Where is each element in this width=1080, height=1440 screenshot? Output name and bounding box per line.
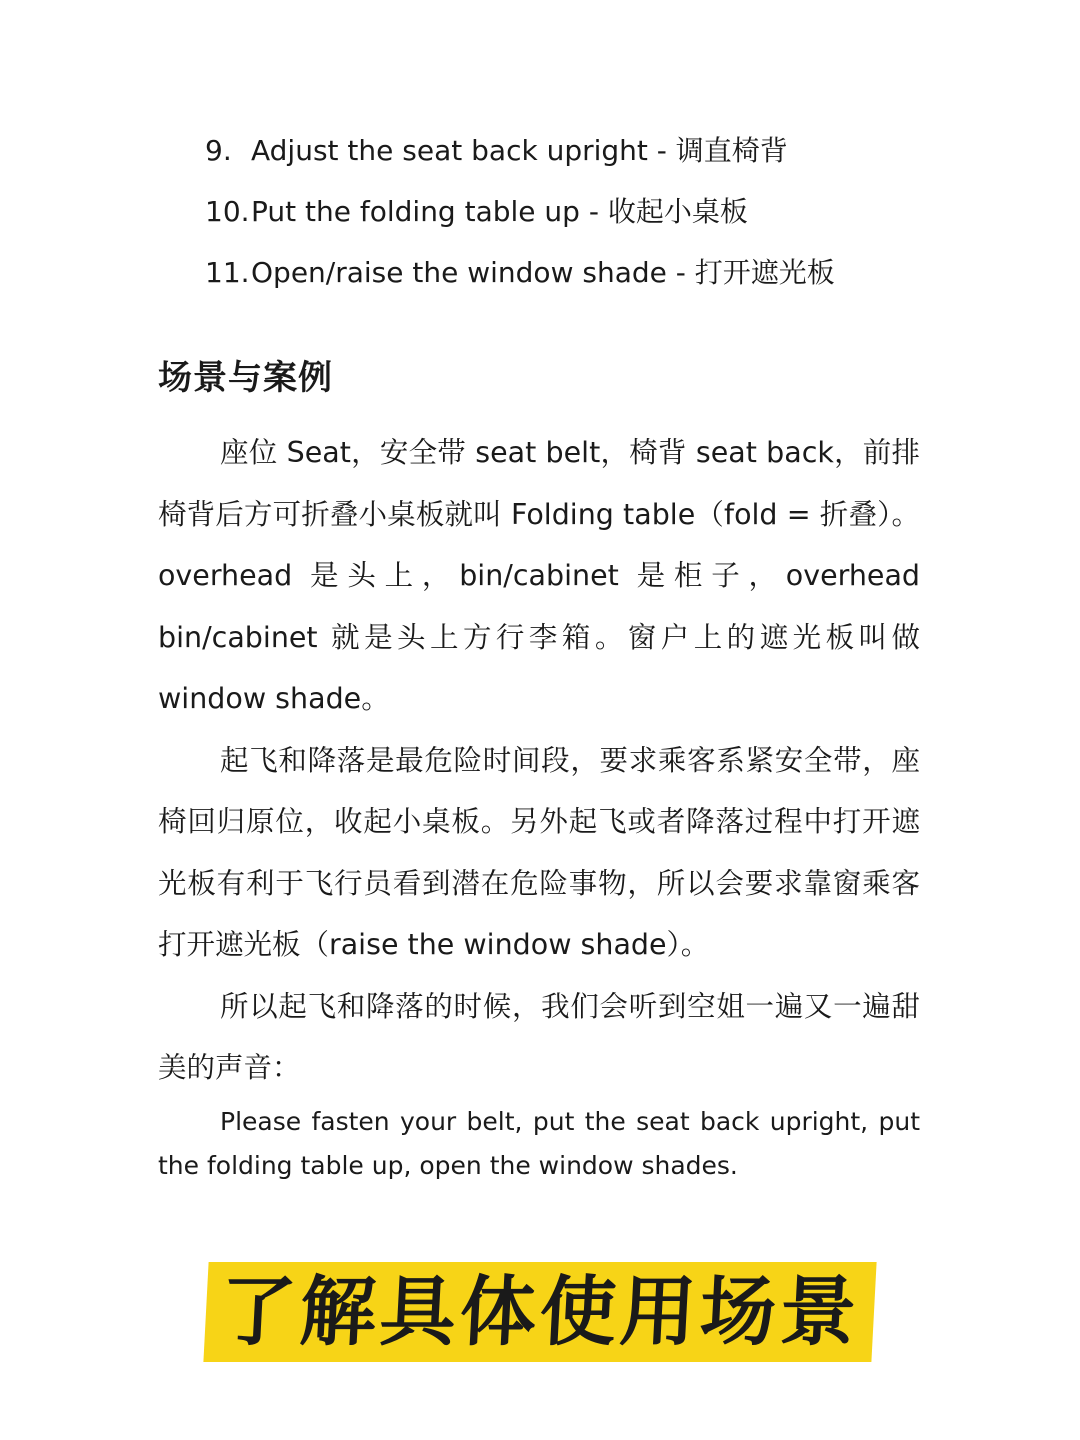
banner-text: 了解具体使用场景 [203,1262,876,1362]
banner [0,1262,1080,1362]
list-item-text: Open/raise the window shade - 打开遮光板 [251,256,835,289]
paragraph: 座位 Seat，安全带 seat belt，椅背 seat back，前排椅背后方可折叠小桌板就叫 Folding table（fold = 折叠）。overhead 是头上，bin/cabinet 是柜子，overhead bin/cabinet 就是头上方行李箱。窗户上的遮光板叫做 window shade。 [158,436,920,715]
english-quote: Please fasten your belt, put the seat back upright, put the folding table up, open the window shades. [158,1107,920,1180]
paragraph: 所以起飞和降落的时候，我们会听到空姐一遍又一遍甜美的声音： [158,989,920,1084]
paragraph: 起飞和降落是最危险时间段，要求乘客系紧安全带，座椅回归原位，收起小桌板。另外起飞或者降落过程中打开遮光板有利于飞行员看到潜在危险事物，所以会要求靠窗乘客打开遮光板（raise the window shade）。 [158,743,920,961]
list-item-number: 10. [205,195,250,228]
vocab-list [205,128,965,311]
list-item [205,189,965,250]
body-text [158,422,920,1099]
list-item [205,128,965,189]
list-item [205,250,965,311]
list-item-text: Adjust the seat back upright - 调直椅背 [251,134,788,167]
list-item-number: 11. [205,256,250,289]
list-item-number: 9. [205,134,232,167]
section-title: 场景与案例 [158,358,333,398]
list-item-text: Put the folding table up - 收起小桌板 [251,195,748,228]
